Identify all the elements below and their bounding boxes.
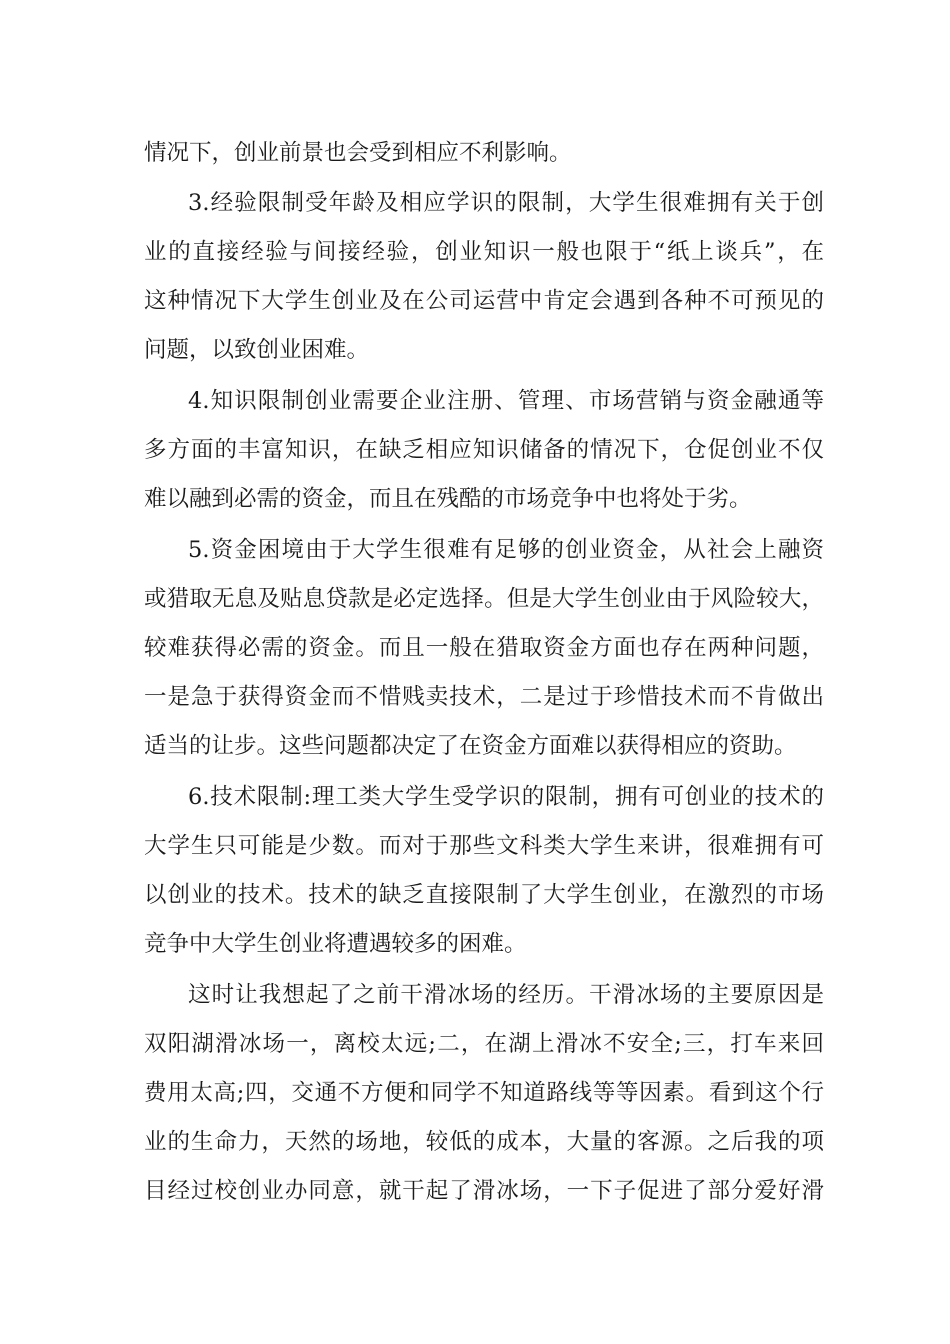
text-line: 业的生命力，天然的场地，较低的成本，大量的客源。之后我的项 [144,1129,824,1155]
text-line: 竞争中大学生创业将遭遇较多的困难。 [144,931,527,957]
text-line: 适当的让步。这些问题都决定了在资金方面难以获得相应的资助。 [144,733,797,759]
text-line: 情况下，创业前景也会受到相应不利影响。 [144,140,572,166]
text-line: 4.知识限制创业需要企业注册、管理、市场营销与资金融通等 [188,388,824,414]
text-line: 业的直接经验与间接经验，创业知识一般也限于“纸上谈兵”，在 [144,239,824,265]
text-line: 较难获得必需的资金。而且一般在猎取资金方面也存在两种问题， [144,635,824,661]
text-line: 多方面的丰富知识，在缺乏相应知识储备的情况下，仓促创业不仅 [144,437,824,463]
text-line: 问题，以致创业困难。 [144,337,370,363]
text-line: 难以融到必需的资金，而且在残酷的市场竞争中也将处于劣。 [144,486,752,512]
text-line: 5.资金困境由于大学生很难有足够的创业资金，从社会上融资 [188,537,824,563]
text-line: 目经过校创业办同意，就干起了滑冰场，一下子促进了部分爱好滑 [144,1178,824,1204]
text-line: 双阳湖滑冰场一，离校太远;二，在湖上滑冰不安全;三，打车来回 [144,1031,824,1057]
text-line: 费用太高;四，交通不方便和同学不知道路线等等因素。看到这个行 [144,1080,824,1106]
text-line: 6.技术限制:理工类大学生受学识的限制，拥有可创业的技术的 [188,784,824,810]
text-line: 大学生只可能是少数。而对于那些文科类大学生来讲，很难拥有可 [144,833,824,859]
text-line: 一是急于获得资金而不惜贱卖技术，二是过于珍惜技术而不肯做出 [144,684,824,710]
text-line: 3.经验限制受年龄及相应学识的限制，大学生很难拥有关于创 [188,190,824,216]
text-line: 这时让我想起了之前干滑冰场的经历。干滑冰场的主要原因是 [188,982,824,1008]
text-line: 这种情况下大学生创业及在公司运营中肯定会遇到各种不可预见的 [144,288,824,314]
text-line: 或猎取无息及贴息贷款是必定选择。但是大学生创业由于风险较大， [144,586,824,612]
text-line: 以创业的技术。技术的缺乏直接限制了大学生创业，在激烈的市场 [144,882,824,908]
